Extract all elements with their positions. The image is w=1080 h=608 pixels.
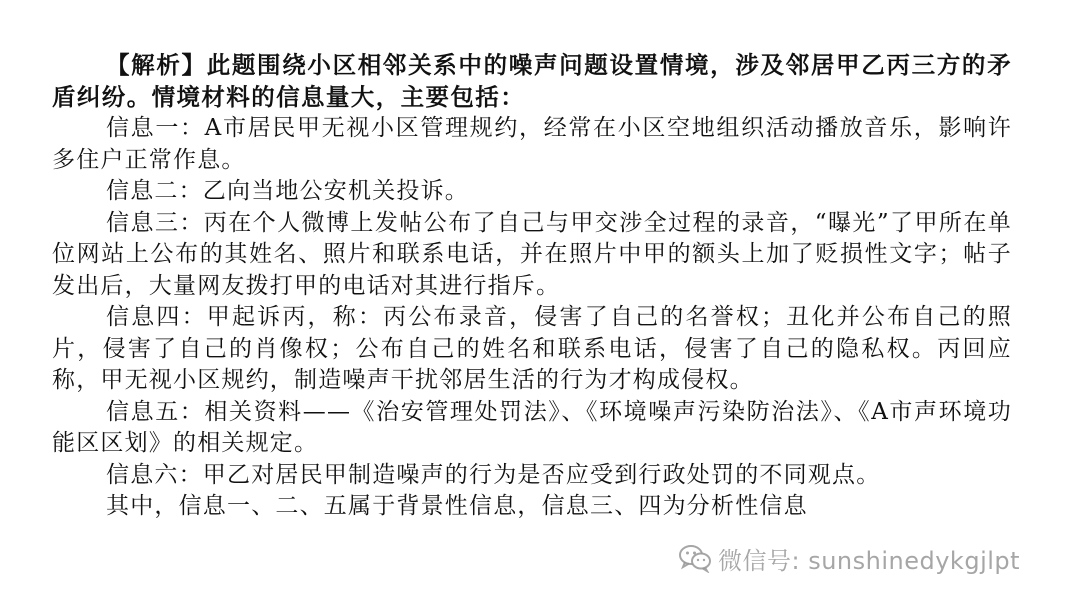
- info-three-paragraph: 信息三：丙在个人微博上发帖公布了自己与甲交涉全过程的录音，“曝光”了甲所在单位网站上公布的其姓名、照片和联系电话，并在照片中甲的额头上加了贬损性文字；帖子发出后，大量网友拨打甲的电话对其进行指斥。: [52, 209, 1012, 299]
- watermark-text: 微信号: sunshinedykgjlpt: [718, 546, 1021, 575]
- wechat-watermark: [678, 540, 1020, 576]
- wechat-icon: [678, 543, 712, 573]
- analysis-title-paragraph: 【解析】此题围绕小区相邻关系中的噪声问题设置情境，涉及邻居甲乙丙三方的矛盾纠纷。情境材料的信息量大，主要包括：: [52, 51, 1012, 111]
- info-one-paragraph: 信息一：A市居民甲无视小区管理规约，经常在小区空地组织活动播放音乐，影响许多住户正常作息。: [52, 115, 1012, 173]
- info-four-paragraph: 信息四：甲起诉丙，称：丙公布录音，侵害了自己的名誉权；丑化并公布自己的照片，侵害了自己的肖像权；公布自己的姓名和联系电话，侵害了自己的隐私权。丙回应称，甲无视小区规约，制造噪声干扰邻居生活的行为才构成侵权。: [52, 304, 1012, 393]
- info-six-paragraph: 信息六：甲乙对居民甲制造噪声的行为是否应受到行政处罚的不同观点。: [106, 461, 881, 488]
- info-five-paragraph: 信息五：相关资料——《治安管理处罚法》、《环境噪声污染防治法》、《A市声环境功能区区划》的相关规定。: [52, 398, 1012, 456]
- info-two-paragraph: 信息二：乙向当地公安机关投诉。: [106, 178, 469, 204]
- analysis-document: [52, 50, 1012, 523]
- summary-paragraph: 其中，信息一、二、五属于背景性信息，信息三、四为分析性信息: [106, 493, 808, 519]
